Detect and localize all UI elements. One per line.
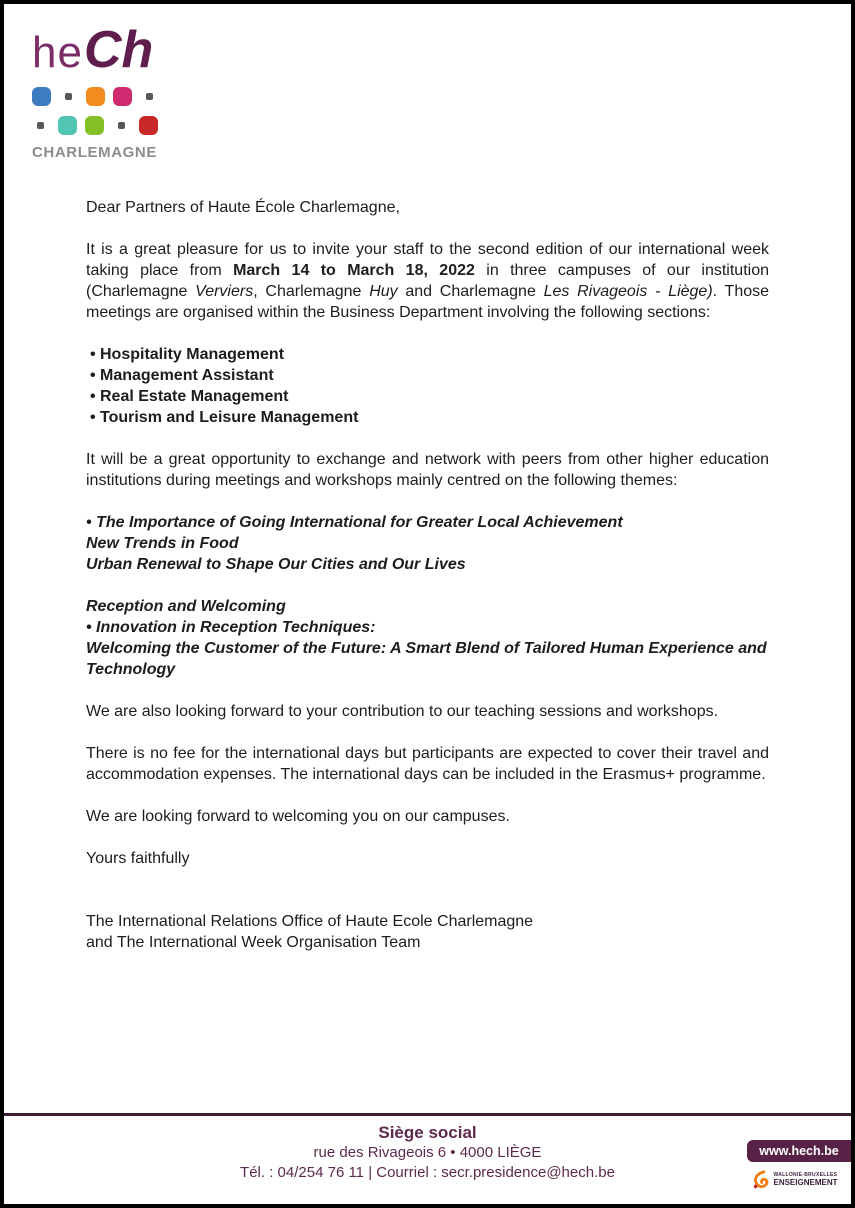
footer-contact-block [4,1116,851,1183]
intro-paragraph [86,239,769,323]
brand-name: CHARLEMAGNE [32,144,157,161]
salutation: Dear Partners of Haute École Charlemagne, [86,199,400,216]
hech-logo [32,21,172,161]
wbe-logo [752,1169,837,1190]
letter-body [4,161,851,953]
logo-squares-icon [32,86,172,135]
orange-square-icon [86,87,105,106]
list-item [86,365,769,386]
dot-icon [65,93,72,100]
section-label: Tourism and Leisure Management [100,409,359,426]
intro-run: , Charlemagne [253,283,370,300]
welcome-paragraph: We are looking forward to welcoming you on our campuses. [86,808,510,825]
wbe-line-1: WALLONIE-BRUXELLES [773,1172,838,1178]
theme-line: Urban Renewal to Shape Our Cities and Our Lives [86,556,466,573]
wordmark-ch: Ch [83,21,154,79]
dot-icon [118,122,125,129]
footer-address: rue des Rivageois 6 • 4000 LIÈGE [313,1144,542,1161]
opportunity-paragraph: It will be a great opportunity to exchange and network with peers from other higher education institutions during meetings and workshops mainly centred on the following themes: [86,451,769,489]
dot-icon [146,93,153,100]
wordmark-he: he [32,28,83,77]
campus-huy: Huy [369,283,398,300]
theme-line: • Innovation in Reception Techniques: [86,619,376,636]
list-item [86,344,769,365]
wbe-flame-icon [752,1169,769,1190]
campus-verviers: Verviers [195,283,254,300]
campus-liege: Les Rivageois - Liège) [543,283,713,300]
signature-line: and The International Week Organisation Team [86,934,421,951]
fees-paragraph: There is no fee for the international days but participants are expected to cover their travel and accommodation expenses. The international days can be included in the Erasmus+ programme. [86,745,769,783]
footer-title: Siège social [378,1123,477,1142]
bullet-icon: • [90,346,96,363]
signature-block [86,911,769,953]
intro-run: It is a great pleasure for us to invite your staff to the second edition of our international week taking place from [86,241,769,279]
red-square-icon [139,116,158,135]
logo-squares-row-1 [32,86,172,106]
green-square-icon [85,116,104,135]
themes-block-1 [86,512,769,575]
intro-run: . Those meetings are organised within the Business Department involving the following sections: [86,283,770,321]
hech-wordmark [32,21,172,79]
list-item [86,386,769,407]
footer-right-block [739,1140,851,1190]
page-footer [4,1113,851,1204]
section-label: Real Estate Management [100,388,289,405]
intro-run: and Charlemagne [397,283,544,300]
wbe-line-2: ENSEIGNEMENT [773,1178,838,1187]
bullet-icon: • [90,367,96,384]
theme-line: Welcoming the Customer of the Future: A Smart Blend of Tailored Human Experience and Technology [86,640,767,678]
bullet-icon: • [90,409,96,426]
closing-line: Yours faithfully [86,850,190,867]
footer-phone-email: Tél. : 04/254 76 11 | Courriel : secr.presidence@hech.be [240,1164,615,1181]
teal-square-icon [58,116,77,135]
wbe-text [773,1172,837,1187]
list-item [86,407,769,428]
blue-square-icon [32,87,51,106]
section-label: Management Assistant [100,367,274,384]
theme-line: Reception and Welcoming [86,598,286,615]
logo-squares-row-2 [37,115,172,135]
dates-bold: March 14 to March 18, 2022 [233,262,475,279]
theme-line: New Trends in Food [86,535,239,552]
contribution-paragraph: We are also looking forward to your contribution to our teaching sessions and workshops. [86,703,719,720]
sections-list [86,344,769,428]
intro-run: in three campuses of our institution (Charlemagne [86,262,770,300]
theme-line: • The Importance of Going International for Greater Local Achievement [86,514,623,531]
website-badge[interactable]: www.hech.be [747,1140,851,1162]
dot-icon [37,122,44,129]
pink-square-icon [113,87,132,106]
themes-block-2 [86,596,769,680]
bullet-icon: • [90,388,96,405]
signature-line: The International Relations Office of Haute Ecole Charlemagne [86,913,534,930]
section-label: Hospitality Management [100,346,285,363]
